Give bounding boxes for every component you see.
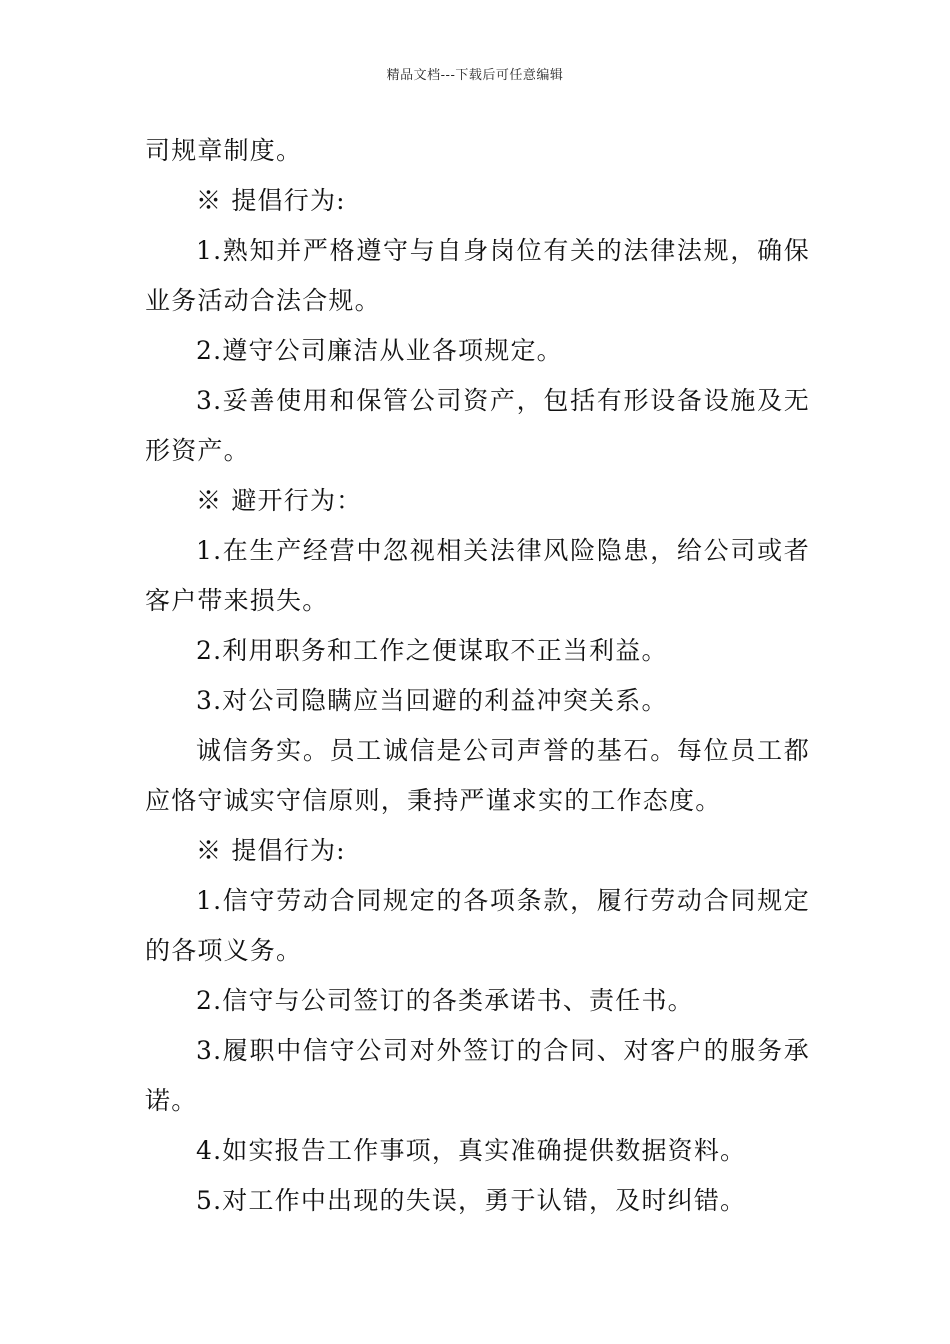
text-line: 3.妥善使用和保管公司资产，包括有形设备设施及无 [196, 386, 810, 415]
text-line: 诺。 [145, 1086, 198, 1115]
text-line: 司规章制度。 [145, 136, 303, 165]
text-line: 诚信务实。员工诚信是公司声誉的基石。每位员工都 [196, 736, 810, 765]
text-line: 3.对公司隐瞒应当回避的利益冲突关系。 [196, 686, 668, 715]
text-line: ※ 提倡行为: [196, 186, 346, 215]
text-line: 业务活动合法合规。 [145, 286, 381, 315]
text-line: 的各项义务。 [145, 936, 303, 965]
document-body [145, 126, 810, 1226]
text-line: ※ 提倡行为: [196, 836, 346, 865]
text-line: 1.熟知并严格遵守与自身岗位有关的法律法规，确保 [196, 236, 810, 265]
page-header: 精品文档---下载后可任意编辑 [386, 68, 564, 83]
text-line: 4.如实报告工作事项，真实准确提供数据资料。 [196, 1136, 747, 1165]
text-line: 形资产。 [145, 436, 250, 465]
text-line: 3.履职中信守公司对外签订的合同、对客户的服务承 [196, 1036, 810, 1065]
text-line: 2.信守与公司签订的各类承诺书、责任书。 [196, 986, 694, 1015]
text-line: 2.遵守公司廉洁从业各项规定。 [196, 336, 563, 365]
text-line: 1.在生产经营中忽视相关法律风险隐患，给公司或者 [196, 536, 810, 565]
text-line: 2.利用职务和工作之便谋取不正当利益。 [196, 636, 668, 665]
text-line: 应恪守诚实守信原则，秉持严谨求实的工作态度。 [145, 786, 722, 815]
text-line: 1.信守劳动合同规定的各项条款，履行劳动合同规定 [196, 886, 810, 915]
text-line: 客户带来损失。 [145, 586, 329, 615]
text-line: ※ 避开行为： [196, 486, 363, 515]
text-line: 5.对工作中出现的失误，勇于认错，及时纠错。 [196, 1186, 747, 1215]
